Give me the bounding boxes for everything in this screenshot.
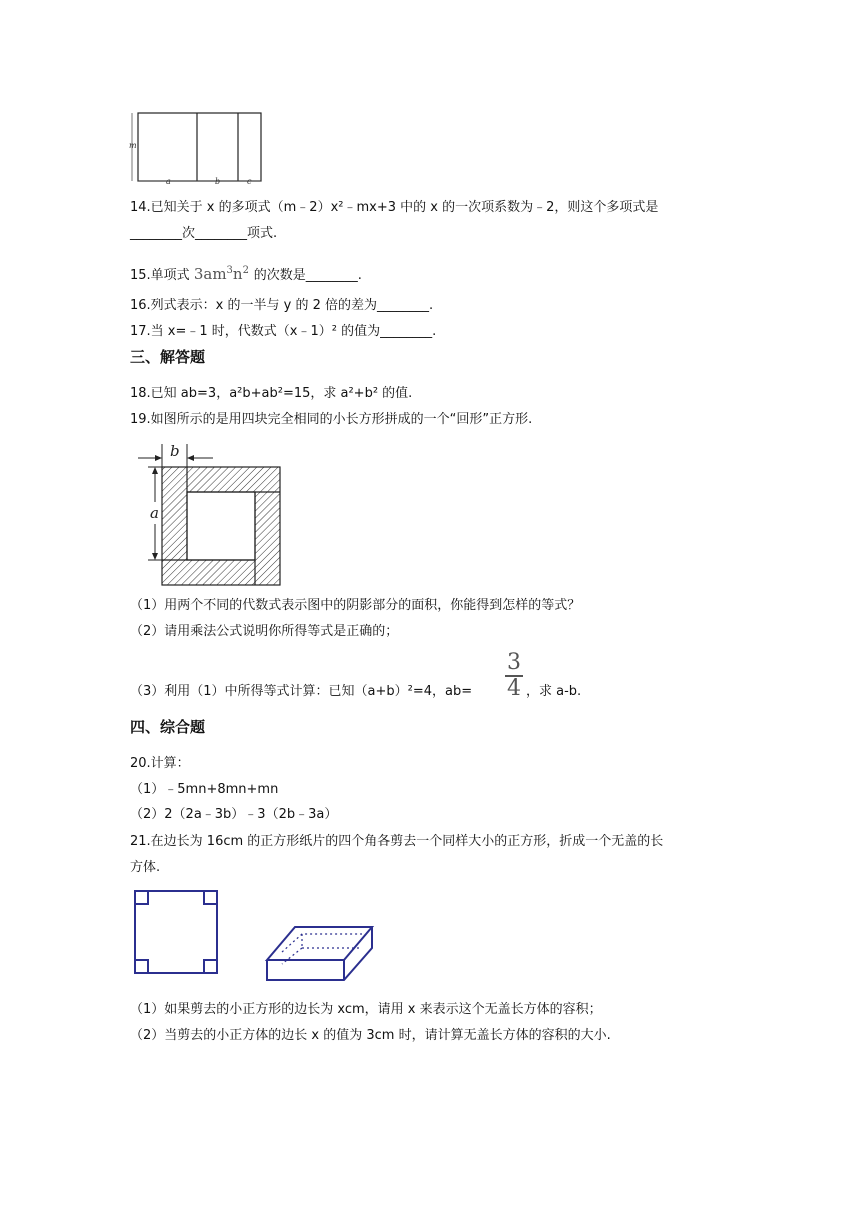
question-20-part2: （2）2（2a﹣3b）﹣3（2b﹣3a） [130, 807, 338, 822]
question-19-part3 [130, 683, 472, 701]
question-21-line1: 21.在边长为 16cm 的正方形纸片的四个角各剪去一个同样大小的正方形，折成一个无盖的长 [130, 834, 664, 849]
rectangle-partition-figure [128, 108, 268, 188]
fig19-label-a: a [150, 504, 159, 522]
question-18: 18.已知 ab=3，a²b+ab²=15，求 a²+b² 的值. [130, 386, 413, 401]
question-21-line2: 方体. [130, 860, 161, 875]
fig13-label-a: a [166, 177, 171, 186]
q15-suffix: 的次数是________. [253, 268, 362, 283]
fig13-label-b: b [215, 177, 221, 186]
fig19-label-b: b [170, 442, 180, 460]
open-box-figure [262, 922, 382, 992]
hollow-square-figure [128, 440, 288, 590]
question-20: 20.计算： [130, 756, 190, 771]
section-3-heading: 三、解答题 [130, 348, 206, 366]
fig13-label-c: c [247, 177, 252, 186]
question-19: 19.如图所示的是用四块完全相同的小长方形拼成的一个“回形”正方形. [130, 412, 533, 427]
question-20-part1: （1）﹣5mn+8mn+mn [130, 782, 279, 797]
question-16: 16.列式表示：x 的一半与 y 的 2 倍的差为________. [130, 298, 434, 313]
question-14-line1: 14.已知关于 x 的多项式（m﹣2）x²﹣mx+3 中的 x 的一次项系数为﹣2，则这个多项式是 [130, 200, 659, 215]
question-21-part2: （2）当剪去的小正方体的边长 x 的值为 3cm 时，请计算无盖长方体的容积的大小. [130, 1028, 611, 1043]
q19-part3-prefix: （3）利用（1）中所得等式计算：已知（a+b）²=4，ab= [130, 684, 473, 699]
question-21-part1: （1）如果剪去的小正方形的边长为 xcm，请用 x 来表示这个无盖长方体的容积； [130, 1002, 602, 1017]
square-cut-corners-figure [132, 888, 222, 978]
question-15 [130, 262, 362, 285]
section-4-heading: 四、综合题 [130, 718, 206, 736]
question-17: 17.当 x=﹣1 时，代数式（x﹣1）² 的值为________. [130, 324, 437, 339]
fraction-3-4 [503, 652, 525, 700]
fig13-label-m: m [129, 141, 137, 150]
q15-prefix: 15.单项式 [130, 268, 190, 283]
question-19-part1: （1）用两个不同的代数式表示图中的阴影部分的面积，你能得到怎样的等式？ [130, 598, 581, 613]
fraction-denominator: 4 [507, 676, 521, 701]
question-19-part2: （2）请用乘法公式说明你所得等式是正确的； [130, 624, 399, 639]
fraction-numerator: 3 [507, 650, 521, 675]
q19-part3-suffix: ，求 a-b. [526, 684, 582, 699]
question-14-line2: ________次________项式. [130, 226, 278, 241]
q15-monomial: $3am^3n^2$ [193, 265, 249, 283]
